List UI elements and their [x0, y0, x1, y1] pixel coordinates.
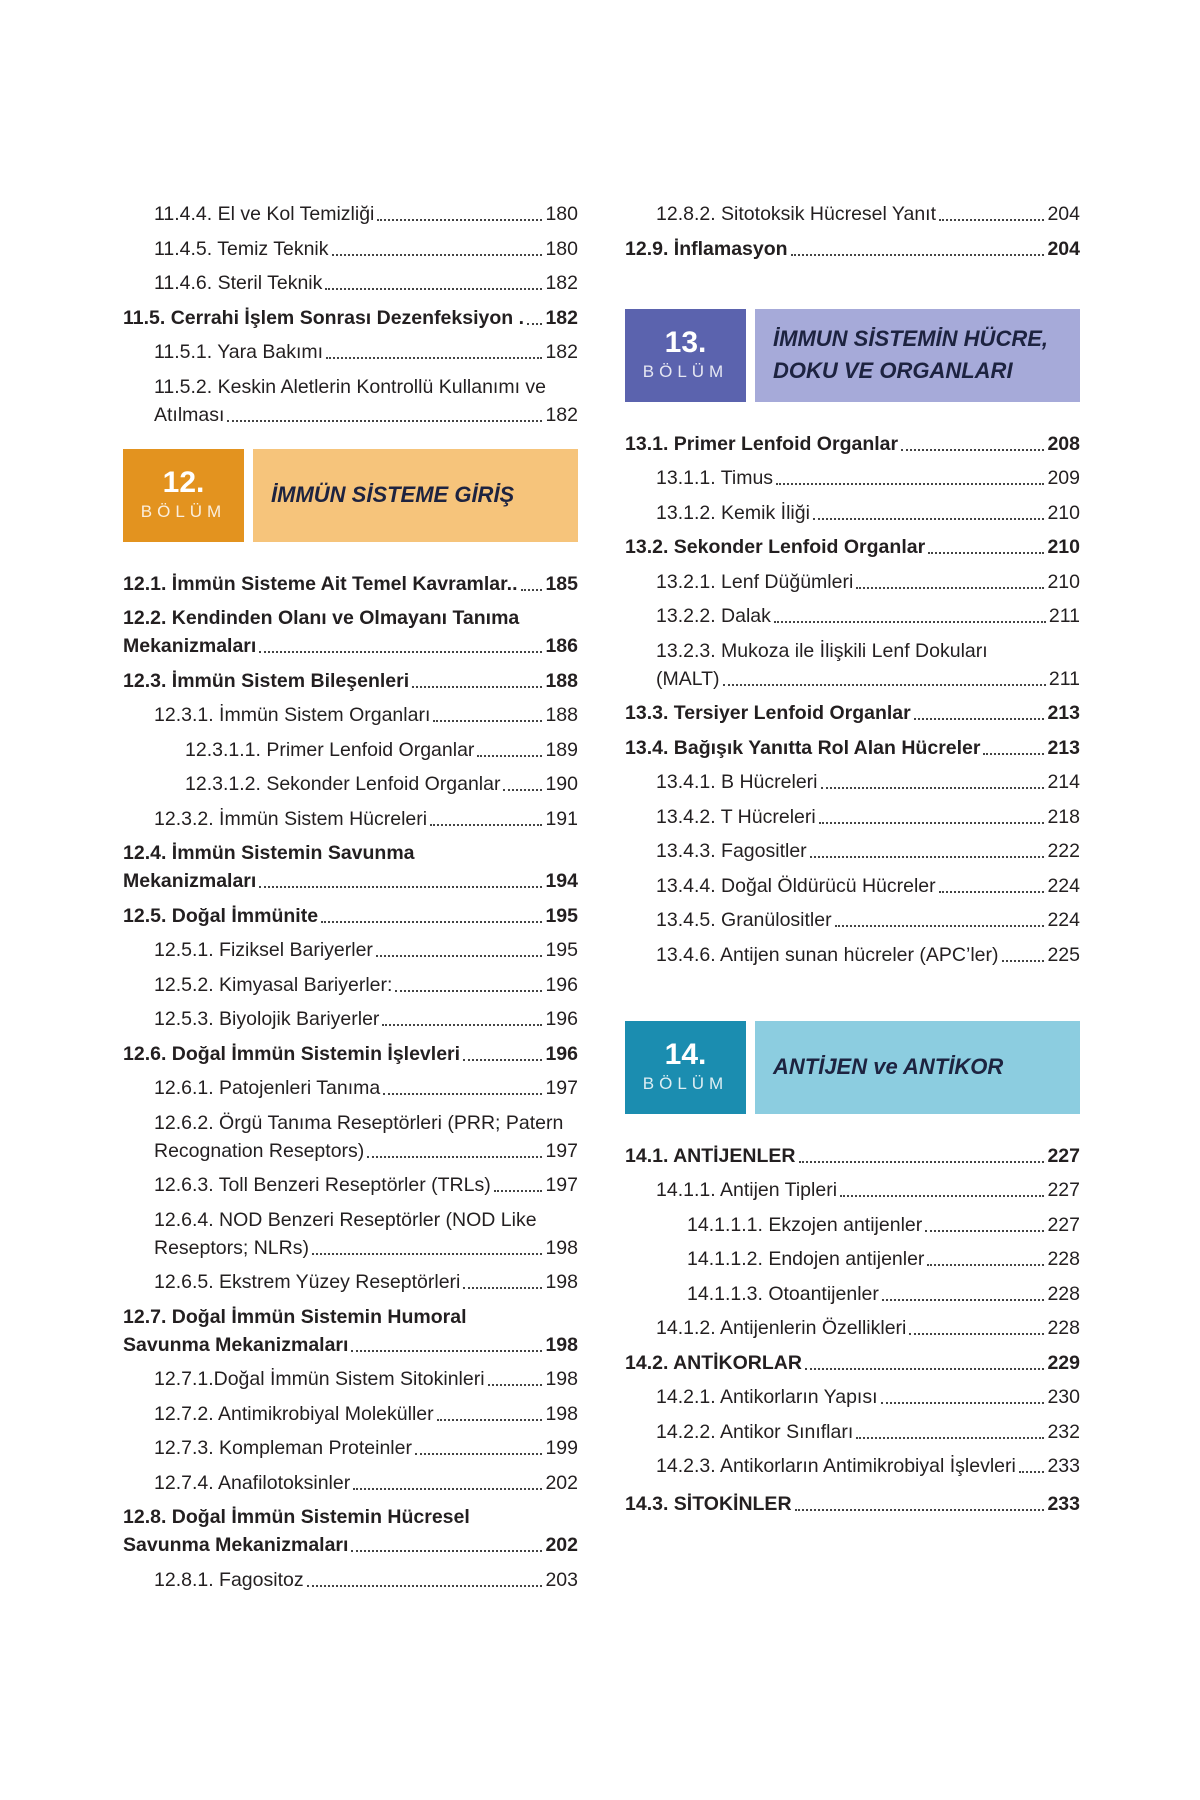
- toc-entry: [123, 304, 578, 332]
- entry-title: 12.5.2. Kimyasal Bariyerler:: [154, 973, 393, 996]
- toc-entry: [123, 770, 578, 798]
- toc-entry-12-6-4: 12.6.4. NOD Benzeri Reseptörler (NOD Like Reseptors; NLRs) 198: [154, 1208, 578, 1259]
- entry-title: 12.8.2. Sitotoksik Hücresel Yanıt: [656, 203, 937, 225]
- dot-leader: [856, 1437, 1044, 1439]
- page-number: 233: [1047, 1455, 1080, 1477]
- page-number: 180: [545, 203, 578, 225]
- chapter-title: İMMÜN SİSTEME GİRİŞ: [253, 449, 578, 542]
- entry-title: 13.2.1. Lenf Düğümleri: [656, 570, 854, 593]
- toc-entry: [625, 906, 1080, 934]
- toc-entry-12-6-2: 12.6.2. Örgü Tanıma Reseptörleri (PRR; Patern Recognation Reseptors) 197: [154, 1111, 578, 1162]
- entry-title: 14.2.2. Antikor Sınıfları: [656, 1420, 854, 1443]
- chapter-number-box: 14. BÖLÜM: [625, 1021, 746, 1114]
- toc-entry: [625, 1383, 1080, 1411]
- dot-leader: [1002, 960, 1045, 962]
- page-number: 232: [1047, 1420, 1080, 1443]
- toc-entry-12-8-1: 12.8.1. Fagositoz 203: [154, 1568, 578, 1591]
- toc-entry-12-6-3: 12.6.3. Toll Benzeri Reseptörler (TRLs) 197: [154, 1174, 578, 1196]
- dot-leader: [437, 1419, 543, 1421]
- dot-leader: [813, 518, 1045, 520]
- dot-leader: [774, 621, 1046, 623]
- toc-entry: [123, 736, 578, 764]
- page-number: 210: [1047, 536, 1080, 558]
- entry-title: 12.7.4. Anafilotoksinler: [154, 1471, 351, 1494]
- entry-title: 13.4.5. Granülositler: [656, 909, 832, 931]
- dot-leader: [776, 483, 1044, 485]
- entry-title: 12.3.1.2. Sekonder Lenfoid Organlar: [185, 773, 501, 795]
- entry-title: 11.5.1. Yara Bakımı: [154, 341, 324, 363]
- toc-entry-11-5-2: 11.5.2. Keskin Aletlerin Kontrollü Kullanımı ve Atılması 182: [123, 373, 578, 429]
- page-number: 196: [545, 1042, 578, 1065]
- toc-entry: [123, 701, 578, 729]
- entry-title: 11.5. Cerrahi İşlem Sonrası Dezenfeksiyon .: [123, 306, 525, 329]
- entry-title: 13.4.6. Antijen sunan hücreler (APC’ler): [656, 943, 999, 966]
- dot-leader: [819, 822, 1045, 824]
- toc-entry: [123, 200, 578, 228]
- dot-leader: [527, 323, 542, 325]
- page-number: 196: [545, 973, 578, 996]
- dot-leader: [927, 1264, 1044, 1266]
- page-number: 211: [1048, 605, 1080, 627]
- toc-entry: [625, 941, 1080, 969]
- toc-entry: [625, 1245, 1080, 1273]
- dot-leader: [503, 789, 542, 791]
- entry-title: 14.1.1.3. Otoantijenler: [687, 1282, 879, 1305]
- dot-leader: [810, 856, 1045, 858]
- dot-leader: [477, 755, 542, 757]
- page-number: 224: [1047, 874, 1080, 897]
- entry-title: 13.1.2. Kemik İliği: [656, 501, 810, 524]
- entry-title: 14.1.1.2. Endojen antijenler: [687, 1248, 925, 1270]
- page-number: 225: [1047, 943, 1080, 966]
- toc-group: [625, 430, 1080, 631]
- toc-entry: [625, 1314, 1080, 1342]
- toc-entry: [625, 872, 1080, 900]
- entry-title: 13.2. Sekonder Lenfoid Organlar: [625, 536, 926, 558]
- page-number: 227: [1047, 1213, 1080, 1236]
- toc-group: [123, 902, 578, 1103]
- toc-entry: [625, 430, 1080, 458]
- page-number: 182: [545, 403, 578, 426]
- page-number: 188: [545, 704, 578, 726]
- dot-leader: [326, 357, 542, 359]
- entry-title: 12.7.3. Kompleman Proteinler: [154, 1437, 412, 1459]
- entry-title: 12.3.1.1. Primer Lenfoid Organlar: [185, 738, 475, 761]
- dot-leader: [821, 787, 1045, 789]
- toc-group: [123, 338, 578, 366]
- page-number: 227: [1047, 1144, 1080, 1167]
- page-number: 198: [545, 1402, 578, 1425]
- entry-title: 13.4.3. Fagositler: [656, 840, 807, 862]
- toc-entry-12-6-5: 12.6.5. Ekstrem Yüzey Reseptörleri 198: [154, 1271, 578, 1293]
- page-number: 182: [545, 272, 578, 294]
- page-number: 228: [1047, 1317, 1080, 1339]
- toc-right-column: [625, 200, 1080, 1525]
- page-number: 214: [1047, 771, 1080, 793]
- toc-entry: [625, 602, 1080, 630]
- toc-left-column: [123, 200, 578, 1600]
- entry-title: 12.7.2. Antimikrobiyal Moleküller: [154, 1402, 434, 1425]
- dot-leader: [325, 288, 542, 290]
- entry-title: 13.3. Tersiyer Lenfoid Organlar: [625, 702, 911, 724]
- chapter-12-banner: [123, 449, 578, 542]
- page-number: 191: [545, 807, 578, 830]
- entry-title: 13.4.1. B Hücreleri: [656, 771, 818, 793]
- toc-entry: [625, 699, 1080, 727]
- entry-title: 12.3.2. İmmün Sistem Hücreleri: [154, 807, 428, 830]
- dot-leader: [412, 686, 542, 688]
- dot-leader: [805, 1368, 1044, 1370]
- toc-entry: [123, 805, 578, 833]
- toc-group: [123, 667, 578, 833]
- page-number: 213: [1047, 702, 1080, 724]
- toc-entry: [625, 734, 1080, 762]
- chapter-13-banner: [625, 309, 1080, 402]
- toc-entry: [123, 1074, 578, 1102]
- page-number: 227: [1047, 1179, 1080, 1201]
- page-number: 218: [1047, 805, 1080, 828]
- page-number: 182: [545, 306, 578, 329]
- entry-title: 14.2.3. Antikorların Antimikrobiyal İşlevleri: [656, 1455, 1016, 1477]
- page-number: 224: [1047, 909, 1080, 931]
- dot-leader: [909, 1333, 1044, 1335]
- toc-entry: [123, 1005, 578, 1033]
- chapter-number-box: 13. BÖLÜM: [625, 309, 746, 402]
- entry-title: 12.3. İmmün Sistem Bileşenleri: [123, 669, 410, 692]
- page-number: 210: [1047, 570, 1080, 593]
- dot-leader: [382, 1024, 542, 1026]
- dot-leader: [383, 1093, 542, 1095]
- toc-entry: [123, 338, 578, 366]
- toc-group: [123, 200, 578, 332]
- entry-title: 14.2. ANTİKORLAR: [625, 1351, 802, 1374]
- toc-entry: [625, 568, 1080, 596]
- toc-entry: [625, 1211, 1080, 1239]
- entry-title: 12.7.1.Doğal İmmün Sistem Sitokinleri: [154, 1368, 485, 1390]
- page-number: 204: [1047, 237, 1080, 260]
- dot-leader: [901, 449, 1044, 451]
- dot-leader: [376, 955, 543, 957]
- dot-leader: [791, 254, 1045, 256]
- entry-title: 13.1.1. Timus: [656, 467, 774, 489]
- dot-leader: [939, 891, 1045, 893]
- dot-leader: [939, 219, 1044, 221]
- entry-title: 12.3.1. İmmün Sistem Organları: [154, 704, 431, 726]
- toc-entry: [625, 464, 1080, 492]
- dot-leader: [928, 552, 1044, 554]
- chapter-14-banner: [625, 1021, 1080, 1114]
- toc-entry: [625, 200, 1080, 228]
- entry-title: 12.5. Doğal İmmünite: [123, 904, 319, 927]
- chapter-title: İMMUN SİSTEMİN HÜCRE, DOKU VE ORGANLARI: [755, 309, 1080, 402]
- page-number: 195: [545, 939, 578, 961]
- entry-title: 11.4.6. Steril Teknik: [154, 272, 323, 294]
- toc-entry: [625, 235, 1080, 263]
- entry-title: 12.6. Doğal İmmün Sistemin İşlevleri: [123, 1042, 461, 1065]
- page-number: 209: [1047, 467, 1080, 489]
- dot-leader: [856, 587, 1044, 589]
- entry-title: 12.5.1. Fiziksel Bariyerler: [154, 939, 373, 961]
- page-number: 202: [545, 1471, 578, 1494]
- toc-entry: [625, 1418, 1080, 1446]
- dot-leader: [377, 219, 542, 221]
- toc-entry-12-2: 12.2. Kendinden Olanı ve Olmayanı Tanıma Mekanizmaları 186: [123, 607, 578, 657]
- dot-leader: [799, 1161, 1045, 1163]
- entry-title: 14.1.2. Antijenlerin Özellikleri: [656, 1317, 907, 1339]
- entry-title: 14.1. ANTİJENLER: [625, 1144, 796, 1167]
- page-number: 197: [545, 1077, 578, 1099]
- toc-entry-12-7: 12.7. Doğal İmmün Sistemin Humoral Savunma Mekanizmaları 198: [123, 1305, 578, 1356]
- page-number: 228: [1047, 1282, 1080, 1305]
- toc-entry-13-2-3: 13.2.3. Mukoza ile İlişkili Lenf Dokuları (MALT) 211: [656, 639, 1080, 690]
- entry-title: 11.4.4. El ve Kol Temizliği: [154, 203, 375, 225]
- toc-entry: [625, 803, 1080, 831]
- dot-leader: [395, 990, 542, 992]
- page-number: 190: [545, 773, 578, 795]
- page-number: 180: [545, 237, 578, 260]
- dot-leader: [430, 824, 542, 826]
- entry-title: 11.4.5. Temiz Teknik: [154, 237, 329, 260]
- toc-group: [625, 200, 1080, 263]
- dot-leader: [415, 1453, 542, 1455]
- dot-leader: [835, 925, 1045, 927]
- page-number: 213: [1047, 736, 1080, 759]
- toc-entry: [625, 1142, 1080, 1170]
- page-number: 222: [1047, 840, 1080, 862]
- dot-leader: [881, 1402, 1045, 1404]
- toc-group: [625, 699, 1080, 969]
- toc-entry: [123, 1365, 578, 1393]
- toc-entry: [625, 499, 1080, 527]
- dot-leader: [488, 1384, 543, 1386]
- toc-group: [123, 1365, 578, 1497]
- page-number: 196: [545, 1008, 578, 1030]
- toc-entry: [625, 837, 1080, 865]
- toc-entry-14-3: 14.3. SİTOKİNLER 233: [625, 1493, 1080, 1515]
- page-number: 182: [545, 341, 578, 363]
- page-number: 199: [545, 1437, 578, 1459]
- toc-entry: [123, 1469, 578, 1497]
- entry-title: 13.2.2. Dalak: [656, 605, 771, 627]
- page-number: 189: [545, 738, 578, 761]
- page-number: 208: [1047, 432, 1080, 455]
- toc-entry: [123, 1434, 578, 1462]
- toc-entry: [123, 667, 578, 695]
- chapter-number-box: 12. BÖLÜM: [123, 449, 244, 542]
- toc-entry: [625, 533, 1080, 561]
- dot-leader: [463, 1059, 542, 1061]
- entry-title: 14.1.1.1. Ekzojen antijenler: [687, 1213, 923, 1236]
- entry-title: 12.9. İnflamasyon: [625, 237, 788, 260]
- toc-entry-12-8: 12.8. Doğal İmmün Sistemin Hücresel Savunma Mekanizmaları 202: [123, 1506, 578, 1556]
- entry-title: 13.4.2. T Hücreleri: [656, 805, 816, 828]
- chapter-title: ANTİJEN ve ANTİKOR: [755, 1021, 1080, 1114]
- toc-group: [625, 1142, 1080, 1481]
- toc-entry: [123, 1040, 578, 1068]
- toc-entry-12-1: 12.1. İmmün Sisteme Ait Temel Kavramlar.. 185: [123, 572, 578, 595]
- entry-title: 12.6.1. Patojenleri Tanıma: [154, 1077, 381, 1099]
- entry-title: 14.2.1. Antikorların Yapısı: [656, 1386, 878, 1408]
- toc-entry: [123, 1400, 578, 1428]
- dot-leader: [840, 1195, 1044, 1197]
- toc-entry: [625, 1452, 1080, 1480]
- entry-title: 13.4.4. Doğal Öldürücü Hücreler: [656, 874, 936, 897]
- dot-leader: [332, 254, 543, 256]
- dot-leader: [983, 753, 1044, 755]
- entry-title: 12.5.3. Biyolojik Bariyerler: [154, 1008, 380, 1030]
- page-number: 198: [545, 1368, 578, 1390]
- toc-entry: [123, 971, 578, 999]
- toc-entry: [123, 235, 578, 263]
- page-number: 228: [1047, 1248, 1080, 1270]
- toc-entry-12-4: 12.4. İmmün Sistemin Savunma Mekanizmaları 194: [123, 842, 578, 892]
- toc-entry: [123, 902, 578, 930]
- toc-entry: [625, 1280, 1080, 1308]
- page-number: 195: [545, 904, 578, 927]
- toc-entry: [625, 1349, 1080, 1377]
- entry-title: 13.1. Primer Lenfoid Organlar: [625, 432, 899, 455]
- dot-leader: [353, 1488, 542, 1490]
- dot-leader: [321, 921, 542, 923]
- toc-entry: [123, 936, 578, 964]
- dot-leader: [433, 720, 542, 722]
- dot-leader: [925, 1230, 1044, 1232]
- dot-leader: [1019, 1471, 1045, 1473]
- page-number: 229: [1047, 1351, 1080, 1374]
- dot-leader: [882, 1299, 1045, 1301]
- entry-title: 14.1.1. Antijen Tipleri: [656, 1179, 838, 1201]
- toc-entry: [625, 1176, 1080, 1204]
- dot-leader: [914, 718, 1045, 720]
- page-number: 210: [1047, 501, 1080, 524]
- page-number: 204: [1047, 203, 1080, 225]
- page-number: 230: [1047, 1386, 1080, 1408]
- page-number: 188: [545, 669, 578, 692]
- toc-entry: [123, 269, 578, 297]
- entry-title: 13.4. Bağışık Yanıtta Rol Alan Hücreler: [625, 736, 981, 759]
- toc-entry: [625, 768, 1080, 796]
